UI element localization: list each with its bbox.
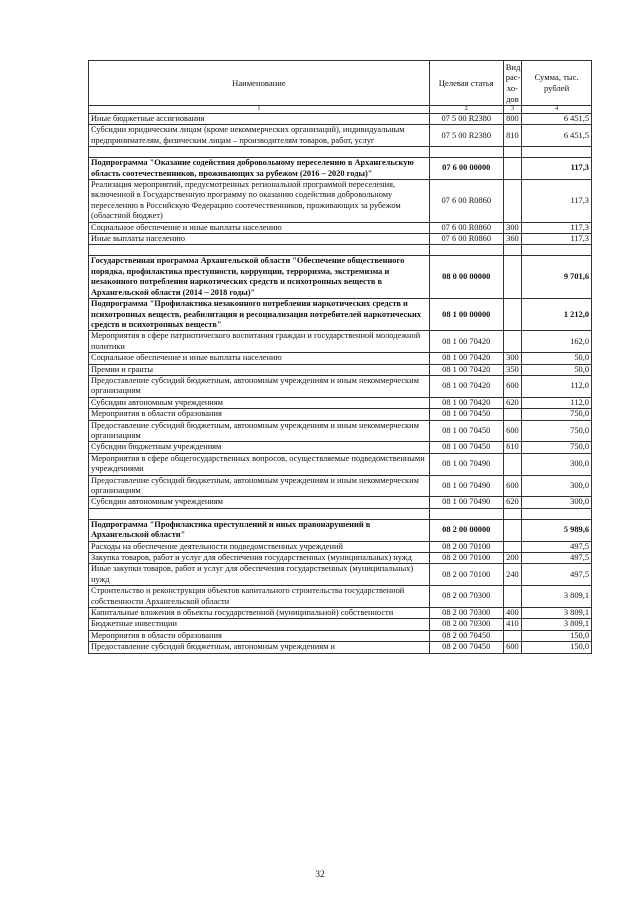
row-code-cell: 08 1 00 70420 xyxy=(429,353,503,364)
table-row xyxy=(89,234,592,245)
row-type-cell: 410 xyxy=(503,619,521,630)
row-code-cell: 07 6 00 R0860 xyxy=(429,234,503,245)
row-sum-cell: 6 451,5 xyxy=(522,114,592,125)
row-name-cell: Капитальные вложения в объекты государственной (муниципальной) собственности xyxy=(89,608,430,619)
row-code-cell: 07 5 00 R2380 xyxy=(429,125,503,147)
row-name-cell: Социальное обеспечение и иные выплаты населению xyxy=(89,353,430,364)
row-type-cell xyxy=(503,453,521,475)
table-row xyxy=(89,553,592,564)
row-name-cell xyxy=(89,508,430,519)
row-name-cell: Расходы на обеспечение деятельности подведомственных учреждений xyxy=(89,541,430,552)
row-name-cell: Государственная программа Архангельской области "Обеспечение общественного порядка, профилактика преступности, коррупции, терроризма, экстремизма и незаконного потребления наркотических средств и психотропных веществ в Архангельской области (2014 – 2018 годы)" xyxy=(89,256,430,299)
row-type-cell: 620 xyxy=(503,397,521,408)
row-type-cell xyxy=(503,147,521,158)
row-code-cell: 08 2 00 70300 xyxy=(429,619,503,630)
column-number: 4 xyxy=(522,106,592,114)
row-type-cell xyxy=(503,331,521,353)
row-code-cell: 08 2 00 70450 xyxy=(429,642,503,653)
column-number: 2 xyxy=(429,106,503,114)
row-type-cell xyxy=(503,256,521,299)
row-sum-cell: 497,5 xyxy=(522,541,592,552)
table-spacer-row xyxy=(89,245,592,256)
row-name-cell: Подпрограмма "Оказание содействия добровольному переселению в Архангельскую область соотечественников, проживающих за рубежом (2016 – 2020 годы)" xyxy=(89,158,430,180)
row-name-cell: Премии и гранты xyxy=(89,364,430,375)
row-sum-cell: 9 701,6 xyxy=(522,256,592,299)
row-sum-cell: 117,3 xyxy=(522,158,592,180)
table-row xyxy=(89,630,592,641)
table-row xyxy=(89,608,592,619)
table-body xyxy=(89,114,592,654)
table-spacer-row xyxy=(89,147,592,158)
row-type-cell: 610 xyxy=(503,442,521,453)
row-sum-cell: 50,0 xyxy=(522,364,592,375)
table-row xyxy=(89,541,592,552)
header-name: Наименование xyxy=(89,61,430,106)
row-code-cell: 07 6 00 R0860 xyxy=(429,222,503,233)
row-sum-cell: 3 809,1 xyxy=(522,608,592,619)
row-type-cell xyxy=(503,245,521,256)
table-row xyxy=(89,180,592,223)
column-number: 1 xyxy=(89,106,430,114)
table-row xyxy=(89,299,592,331)
row-type-cell: 810 xyxy=(503,125,521,147)
table-row xyxy=(89,453,592,475)
row-code-cell: 08 1 00 70490 xyxy=(429,453,503,475)
row-sum-cell: 750,0 xyxy=(522,409,592,420)
row-name-cell: Реализация мероприятий, предусмотренных региональной программой переселения, включенной в Государственную программу по оказанию содействия добровольному переселению в Российскую Федерацию соотечественников, проживающих за рубежом (областной бюджет) xyxy=(89,180,430,223)
table-row xyxy=(89,409,592,420)
table-row xyxy=(89,586,592,608)
row-sum-cell: 117,3 xyxy=(522,222,592,233)
row-sum-cell xyxy=(522,508,592,519)
row-type-cell: 350 xyxy=(503,364,521,375)
row-sum-cell: 150,0 xyxy=(522,642,592,653)
row-name-cell: Субсидии бюджетным учреждениям xyxy=(89,442,430,453)
budget-table xyxy=(88,60,592,654)
table-row xyxy=(89,442,592,453)
row-name-cell xyxy=(89,245,430,256)
row-code-cell: 07 6 00 00000 xyxy=(429,158,503,180)
row-name-cell: Бюджетные инвестиции xyxy=(89,619,430,630)
row-sum-cell: 1 212,0 xyxy=(522,299,592,331)
table-row xyxy=(89,125,592,147)
row-name-cell: Мероприятия в области образования xyxy=(89,630,430,641)
row-type-cell: 600 xyxy=(503,420,521,442)
row-sum-cell: 750,0 xyxy=(522,420,592,442)
row-code-cell xyxy=(429,245,503,256)
row-code-cell: 08 2 00 00000 xyxy=(429,519,503,541)
row-sum-cell: 162,0 xyxy=(522,331,592,353)
row-name-cell: Строительство и реконструкция объектов капитального строительства государственной собственности Архангельской области xyxy=(89,586,430,608)
row-code-cell: 08 1 00 70490 xyxy=(429,497,503,508)
row-name-cell: Подпрограмма "Профилактика незаконного потребления наркотических средств и психотропных веществ, реабилитация и ресоциализация потребителей наркотических средств и психотропных веществ" xyxy=(89,299,430,331)
row-type-cell: 300 xyxy=(503,222,521,233)
row-name-cell: Предоставление субсидий бюджетным, автономным учреждениям и xyxy=(89,642,430,653)
row-code-cell: 08 2 00 70100 xyxy=(429,541,503,552)
table-row xyxy=(89,619,592,630)
row-code-cell: 07 5 00 R2380 xyxy=(429,114,503,125)
row-type-cell xyxy=(503,508,521,519)
row-code-cell: 08 1 00 70450 xyxy=(429,420,503,442)
row-name-cell: Субсидии автономным учреждениям xyxy=(89,397,430,408)
table-row xyxy=(89,420,592,442)
row-code-cell: 08 0 00 00000 xyxy=(429,256,503,299)
row-type-cell: 200 xyxy=(503,553,521,564)
row-sum-cell: 6 451,5 xyxy=(522,125,592,147)
row-name-cell: Мероприятия в сфере общегосударственных вопросов, осуществляемые подведомственными учреждениями xyxy=(89,453,430,475)
row-code-cell: 08 2 00 70100 xyxy=(429,553,503,564)
row-type-cell xyxy=(503,299,521,331)
table-header-row xyxy=(89,61,592,106)
row-name-cell: Иные выплаты населению xyxy=(89,234,430,245)
table-row xyxy=(89,519,592,541)
row-name-cell: Мероприятия в сфере патриотического воспитания граждан и государственной молодежной политики xyxy=(89,331,430,353)
row-type-cell xyxy=(503,519,521,541)
row-code-cell: 08 2 00 70100 xyxy=(429,564,503,586)
row-sum-cell xyxy=(522,245,592,256)
row-type-cell: 300 xyxy=(503,353,521,364)
row-type-cell xyxy=(503,586,521,608)
row-sum-cell: 300,0 xyxy=(522,475,592,497)
row-sum-cell: 3 809,1 xyxy=(522,619,592,630)
row-name-cell: Социальное обеспечение и иные выплаты населению xyxy=(89,222,430,233)
row-code-cell: 08 1 00 70450 xyxy=(429,442,503,453)
row-name-cell: Предоставление субсидий бюджетным, автономным учреждениям и иным некоммерческим организациям xyxy=(89,475,430,497)
row-name-cell: Субсидии автономным учреждениям xyxy=(89,497,430,508)
row-name-cell: Иные закупки товаров, работ и услуг для обеспечения государственных (муниципальных) нужд xyxy=(89,564,430,586)
row-code-cell: 08 1 00 70490 xyxy=(429,475,503,497)
row-sum-cell xyxy=(522,147,592,158)
table-row xyxy=(89,564,592,586)
row-code-cell: 08 2 00 70300 xyxy=(429,608,503,619)
row-name-cell xyxy=(89,147,430,158)
row-name-cell: Подпрограмма "Профилактика преступлений и иных правонарушений в Архангельской области" xyxy=(89,519,430,541)
table-row xyxy=(89,642,592,653)
row-code-cell: 08 1 00 70420 xyxy=(429,375,503,397)
table-row xyxy=(89,114,592,125)
table-row xyxy=(89,158,592,180)
row-type-cell: 620 xyxy=(503,497,521,508)
row-name-cell: Закупка товаров, работ и услуг для обеспечения государственных (муниципальных) нужд xyxy=(89,553,430,564)
row-sum-cell: 497,5 xyxy=(522,564,592,586)
row-sum-cell: 750,0 xyxy=(522,442,592,453)
row-sum-cell: 300,0 xyxy=(522,497,592,508)
header-type: Вид рас-хо-дов xyxy=(503,61,521,106)
row-sum-cell: 497,5 xyxy=(522,553,592,564)
row-sum-cell: 112,0 xyxy=(522,397,592,408)
row-sum-cell: 150,0 xyxy=(522,630,592,641)
table-row xyxy=(89,475,592,497)
row-code-cell: 08 1 00 70420 xyxy=(429,397,503,408)
row-type-cell xyxy=(503,180,521,223)
row-type-cell: 360 xyxy=(503,234,521,245)
row-name-cell: Субсидии юридическим лицам (кроме некоммерческих организаций), индивидуальным предпринимателям, физическим лицам – производителям товаров, работ, услуг xyxy=(89,125,430,147)
page-number: 32 xyxy=(315,870,325,880)
column-number: 3 xyxy=(503,106,521,114)
row-code-cell: 08 2 00 70300 xyxy=(429,586,503,608)
row-type-cell: 800 xyxy=(503,114,521,125)
table-row xyxy=(89,397,592,408)
row-name-cell: Предоставление субсидий бюджетным, автономным учреждениям и иным некоммерческим организациям xyxy=(89,420,430,442)
row-name-cell: Предоставление субсидий бюджетным, автономным учреждениям и иным некоммерческим организациям xyxy=(89,375,430,397)
column-number-row xyxy=(89,106,592,114)
row-code-cell: 08 2 00 70450 xyxy=(429,630,503,641)
row-code-cell: 08 1 00 00000 xyxy=(429,299,503,331)
row-type-cell: 600 xyxy=(503,475,521,497)
row-sum-cell: 300,0 xyxy=(522,453,592,475)
row-type-cell: 600 xyxy=(503,375,521,397)
row-code-cell xyxy=(429,147,503,158)
row-sum-cell: 112,0 xyxy=(522,375,592,397)
table-spacer-row xyxy=(89,508,592,519)
row-name-cell: Мероприятия в области образования xyxy=(89,409,430,420)
row-type-cell: 400 xyxy=(503,608,521,619)
table-row xyxy=(89,256,592,299)
header-code: Целевая статья xyxy=(429,61,503,106)
table-row xyxy=(89,331,592,353)
row-code-cell: 07 6 00 R0860 xyxy=(429,180,503,223)
row-type-cell xyxy=(503,158,521,180)
header-sum: Сумма, тыс. рублей xyxy=(522,61,592,106)
row-type-cell: 240 xyxy=(503,564,521,586)
row-sum-cell: 117,3 xyxy=(522,234,592,245)
row-code-cell: 08 1 00 70420 xyxy=(429,364,503,375)
row-type-cell xyxy=(503,409,521,420)
table-row xyxy=(89,353,592,364)
row-type-cell xyxy=(503,541,521,552)
table-row xyxy=(89,497,592,508)
table-row xyxy=(89,222,592,233)
row-code-cell xyxy=(429,508,503,519)
budget-table-container xyxy=(88,60,592,654)
table-row xyxy=(89,375,592,397)
row-sum-cell: 5 989,6 xyxy=(522,519,592,541)
row-sum-cell: 117,3 xyxy=(522,180,592,223)
row-name-cell: Иные бюджетные ассигнования xyxy=(89,114,430,125)
table-row xyxy=(89,364,592,375)
row-sum-cell: 3 809,1 xyxy=(522,586,592,608)
row-code-cell: 08 1 00 70420 xyxy=(429,331,503,353)
row-type-cell: 600 xyxy=(503,642,521,653)
row-sum-cell: 50,0 xyxy=(522,353,592,364)
row-type-cell xyxy=(503,630,521,641)
row-code-cell: 08 1 00 70450 xyxy=(429,409,503,420)
